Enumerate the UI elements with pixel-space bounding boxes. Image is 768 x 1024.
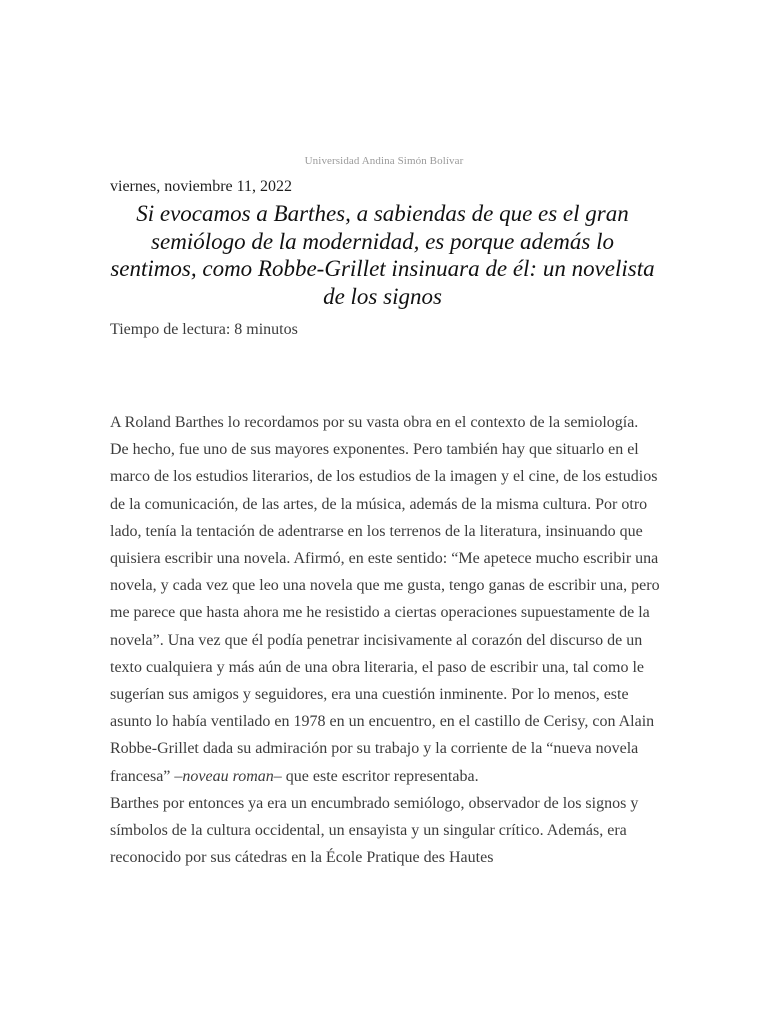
post-date: viernes, noviembre 11, 2022 bbox=[110, 178, 293, 195]
emphasized-term: noveau roman bbox=[182, 767, 274, 785]
page-header: Universidad Andina Simón Bolívar bbox=[304, 155, 464, 167]
paragraph-text-continued: – que este escritor representaba. bbox=[273, 767, 479, 785]
article-body bbox=[110, 409, 660, 871]
article-title: Si evocamos a Barthes, a sabiendas de que es el gran semiólogo de la modernidad, es porque además lo sentimos, como Robbe-Grillet insinuara de él: un novelista de los signos bbox=[110, 201, 655, 309]
body-paragraph: Barthes por entonces ya era un encumbrado semiólogo, observador de los signos y símbolos de la cultura occidental, un ensayista y un singular crítico. Además, era reconocido por sus cátedras en la École Pratique des Hautes bbox=[110, 794, 639, 867]
body-paragraph bbox=[110, 409, 660, 790]
paragraph-text: A Roland Barthes lo recordamos por su vasta obra en el contexto de la semiología. De hecho, fue uno de sus mayores exponentes. Pero también hay que situarlo en el marco de los estudios literarios, de los estudios de la imagen y el cine, de los estudios de la comunicación, de las artes, de la música, además de la misma cultura. Por otro lado, tenía la tentación de adentrarse en los terrenos de la literatura, insinuando que quisiera escribir una novela. Afirmó, en este sentido: “Me apetece mucho escribir una novela, y cada vez que leo una novela que me gusta, tengo ganas de escribir una, pero me parece que hasta ahora me he resistido a ciertas operaciones supuestamente de la novela”. Una vez que él podía penetrar incisivamente al corazón del discurso de un texto cualquiera y más aún de una obra literaria, el paso de escribir una, tal como le sugerían sus amigos y seguidores, era una cuestión inminente. Por lo menos, este asunto lo había ventilado en 1978 en un encuentro, en el castillo de Cerisy, con Alain Robbe-Grillet dada su admiración por su trabajo y la corriente de la “nueva novela francesa” – bbox=[110, 414, 660, 785]
reading-time: Tiempo de lectura: 8 minutos bbox=[110, 321, 298, 338]
